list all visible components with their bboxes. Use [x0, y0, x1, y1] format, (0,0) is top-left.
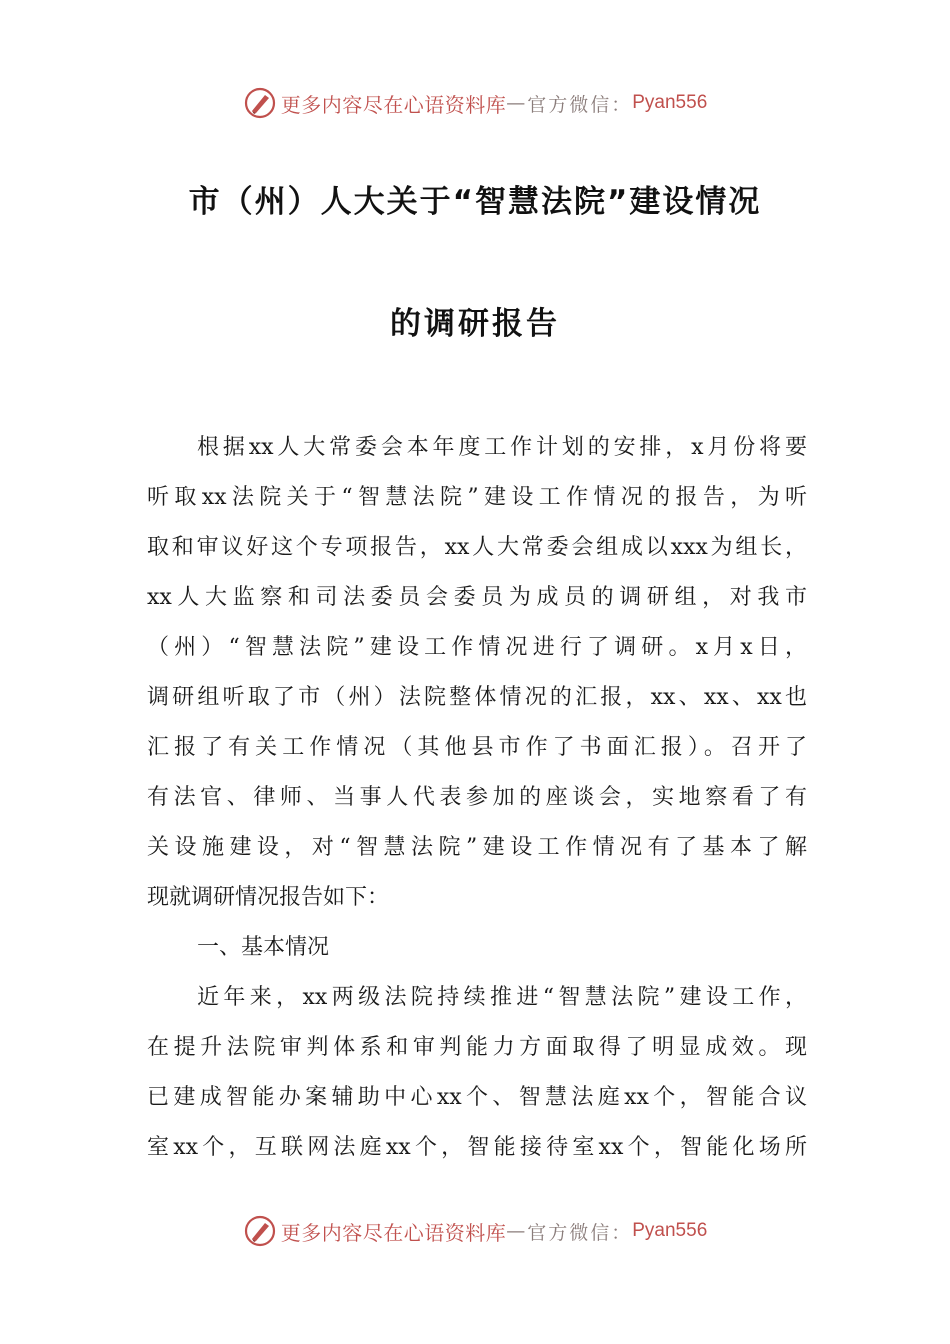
banner-dash: — [506, 1220, 528, 1242]
body-line: （州）“智慧法院”建设工作情况进行了调研。x月x日， [147, 635, 807, 660]
body-line: 在提升法院审判体系和审判能力方面取得了明显成效。现 [147, 1035, 807, 1060]
document-body [147, 427, 807, 1177]
body-line: 根据xx人大常委会本年度工作计划的安排，x月份将要 [197, 435, 807, 460]
body-line: 汇报了有关工作情况（其他县市作了书面汇报）。召开了 [147, 735, 807, 760]
body-line: xx人大监察和司法委员会委员为成员的调研组，对我市 [147, 585, 807, 610]
body-line: 室xx个，互联网法庭xx个，智能接待室xx个，智能化场所 [147, 1135, 807, 1160]
document-title-line-2: 的调研报告 [390, 306, 560, 342]
header-watermark-banner [0, 83, 950, 123]
pen-logo-icon [243, 86, 277, 120]
banner-dash: — [506, 92, 528, 114]
banner-text: 更多内容尽在心语资料库 [280, 92, 507, 117]
body-line: 已建成智能办案辅助中心xx个、智慧法庭xx个，智能合议 [147, 1085, 807, 1110]
body-line: 听取xx法院关于“智慧法院”建设工作情况的报告，为听 [147, 485, 807, 510]
pen-logo-icon [243, 1214, 277, 1248]
banner-wechat-id: Pyan556 [632, 92, 708, 113]
body-line: 近年来，xx两级法院持续推进“智慧法院”建设工作， [197, 985, 807, 1010]
body-line: 关设施建设，对“智慧法院”建设工作情况有了基本了解 [147, 835, 807, 860]
body-line: 现就调研情况报告如下： [147, 885, 390, 910]
banner-text: 更多内容尽在心语资料库 [280, 1220, 507, 1245]
banner-wechat-label: 官方微信： [527, 93, 633, 116]
section-heading: 一、基本情况 [197, 935, 330, 960]
body-line: 取和审议好这个专项报告，xx人大常委会组成以xxx为组长， [147, 535, 807, 560]
banner-wechat-id: Pyan556 [632, 1220, 708, 1241]
body-line: 有法官、律师、当事人代表参加的座谈会，实地察看了有 [147, 785, 807, 810]
document-title-line-1: 市（州）人大关于“智慧法院”建设情况 [188, 184, 762, 220]
footer-watermark-banner [0, 1211, 950, 1251]
body-line: 调研组听取了市（州）法院整体情况的汇报，xx、xx、xx也 [147, 685, 807, 710]
banner-wechat-label: 官方微信： [527, 1221, 633, 1244]
